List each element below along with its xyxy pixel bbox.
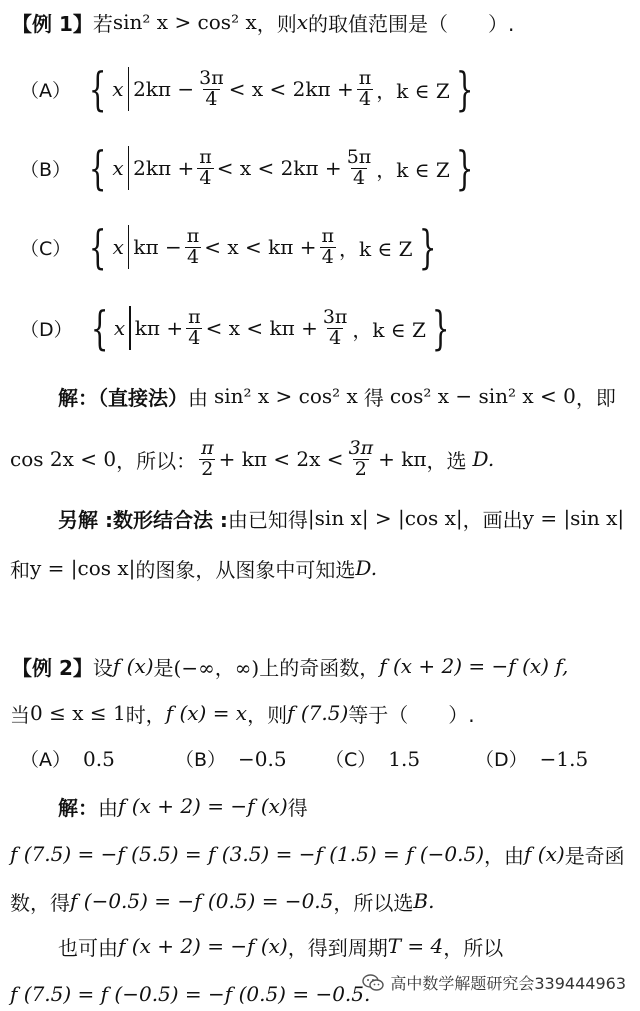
ex1-option-a: （A） { x 2kπ − $\frac{3\pi}{4}$ < x < 2kπ + $\frac{\pi}{4}$ ，k ∈ Z } bbox=[20, 62, 474, 116]
ex2-solution-line1: 解： 由 f (x + 2) = −f (x) 得 bbox=[0, 790, 308, 822]
ex1-solution-line1: 解：（直接法） 由 sin² x > cos² x 得 cos² x − sin² x < 0 ，即 bbox=[0, 380, 616, 412]
fraction: $\frac{\pi}{4}$ bbox=[358, 66, 372, 110]
ex2-solution-label: 解： bbox=[58, 795, 98, 820]
fraction: $\frac{\pi}{4}$ bbox=[186, 224, 200, 268]
right-brace: } bbox=[455, 62, 474, 116]
ex2-choice-c: （C） 1.5 bbox=[325, 746, 421, 771]
ex2-solution-line5: f (7.5) = f (−0.5) = −f (0.5) = −0.5. bbox=[10, 982, 371, 1006]
fraction: $\frac{\pi}{2}$ bbox=[201, 436, 214, 480]
left-brace: { bbox=[90, 301, 109, 355]
fraction: $\frac{\pi}{4}$ bbox=[188, 305, 201, 349]
set-bar bbox=[128, 67, 130, 111]
ex2-solution-line4: 也可由 f (x + 2) = −f (x) ，得到周期 T = 4 ，所以 bbox=[58, 934, 504, 960]
right-brace: } bbox=[431, 301, 450, 355]
set-bar bbox=[128, 146, 130, 190]
ex1-title: 【例 1】 bbox=[12, 11, 93, 36]
left-brace: { bbox=[88, 62, 107, 116]
ex2-question-line1: 【例 2】 设 f (x) 是 (−∞，∞) 上的奇函数， f (x + 2) = −f (x) f, bbox=[12, 650, 568, 682]
ex2-solution-line2: f (7.5) = −f (5.5) = f (3.5) = −f (1.5) = f (−0.5) ，由 f (x) 是奇函 bbox=[10, 842, 625, 868]
fraction: $\frac{5\pi}{4}$ bbox=[346, 145, 372, 189]
ex1-question: 【例 1】 若 sin² x > cos² x ，则 x 的取值范围是（ ）. bbox=[12, 6, 514, 38]
ex1-option-b: （B） { x 2kπ + $\frac{\pi}{4}$ < x < 2kπ + $\frac{5\pi}{4}$ ，k ∈ Z } bbox=[20, 141, 474, 195]
left-brace: { bbox=[88, 141, 107, 195]
watermark bbox=[362, 971, 626, 994]
set-bar bbox=[129, 306, 131, 350]
ex2-choice-b: （B） −0.5 bbox=[175, 746, 287, 771]
fraction: $\frac{3\pi}{4}$ bbox=[322, 305, 348, 349]
ex1-option-d: （D） { x kπ + $\frac{\pi}{4}$ < x < kπ + $\frac{3\pi}{4}$ ，k ∈ Z } bbox=[20, 301, 450, 355]
ex2-choice-a: （A） 0.5 bbox=[20, 746, 115, 771]
ex1-solution-label: 解：（直接法） bbox=[58, 385, 188, 410]
set-bar bbox=[128, 225, 130, 269]
wechat-icon bbox=[362, 974, 384, 992]
watermark-text: 高中数学解题研究会339444963 bbox=[390, 974, 626, 993]
ex2-choices bbox=[20, 742, 640, 774]
fraction: $\frac{3\pi}{2}$ bbox=[348, 436, 374, 480]
ex2-question-line2: 当 0 ≤ x ≤ 1 时， f (x) = x ，则 f (7.5) 等于（ ）. bbox=[10, 701, 475, 727]
left-brace: { bbox=[89, 220, 107, 274]
ex2-choice-d: （D） −1.5 bbox=[475, 746, 589, 771]
fraction: $\frac{3\pi}{4}$ bbox=[199, 66, 224, 110]
fraction: $\frac{\pi}{4}$ bbox=[321, 224, 334, 268]
ex1-alt-label: 另解 :数形结合法 : bbox=[58, 507, 228, 532]
fraction: $\frac{\pi}{4}$ bbox=[199, 145, 212, 189]
ex1-option-c: （C） { x kπ − $\frac{\pi}{4}$ < x < kπ + $\frac{\pi}{4}$ ，k ∈ Z } bbox=[20, 220, 436, 274]
ex1-alt-line1: 另解 :数形结合法 : 由已知得 |sin x| > |cos x| ，画出 y = |sin x| bbox=[0, 502, 624, 534]
ex1-alt-line2: 和 y = |cos x| 的图象，从图象中可知选 D. bbox=[10, 556, 378, 582]
ex2-title: 【例 2】 bbox=[12, 655, 93, 680]
right-brace: } bbox=[455, 141, 474, 195]
ex1-solution-line2: cos 2x < 0 ，所以： $\frac{\pi}{2}$ + kπ < 2x < $\frac{3\pi}{2}$ + kπ ，选 D. bbox=[10, 436, 495, 480]
right-brace: } bbox=[418, 220, 436, 274]
ex2-solution-line3: 数，得 f (−0.5) = −f (0.5) = −0.5 ，所以选 B. bbox=[10, 889, 435, 915]
